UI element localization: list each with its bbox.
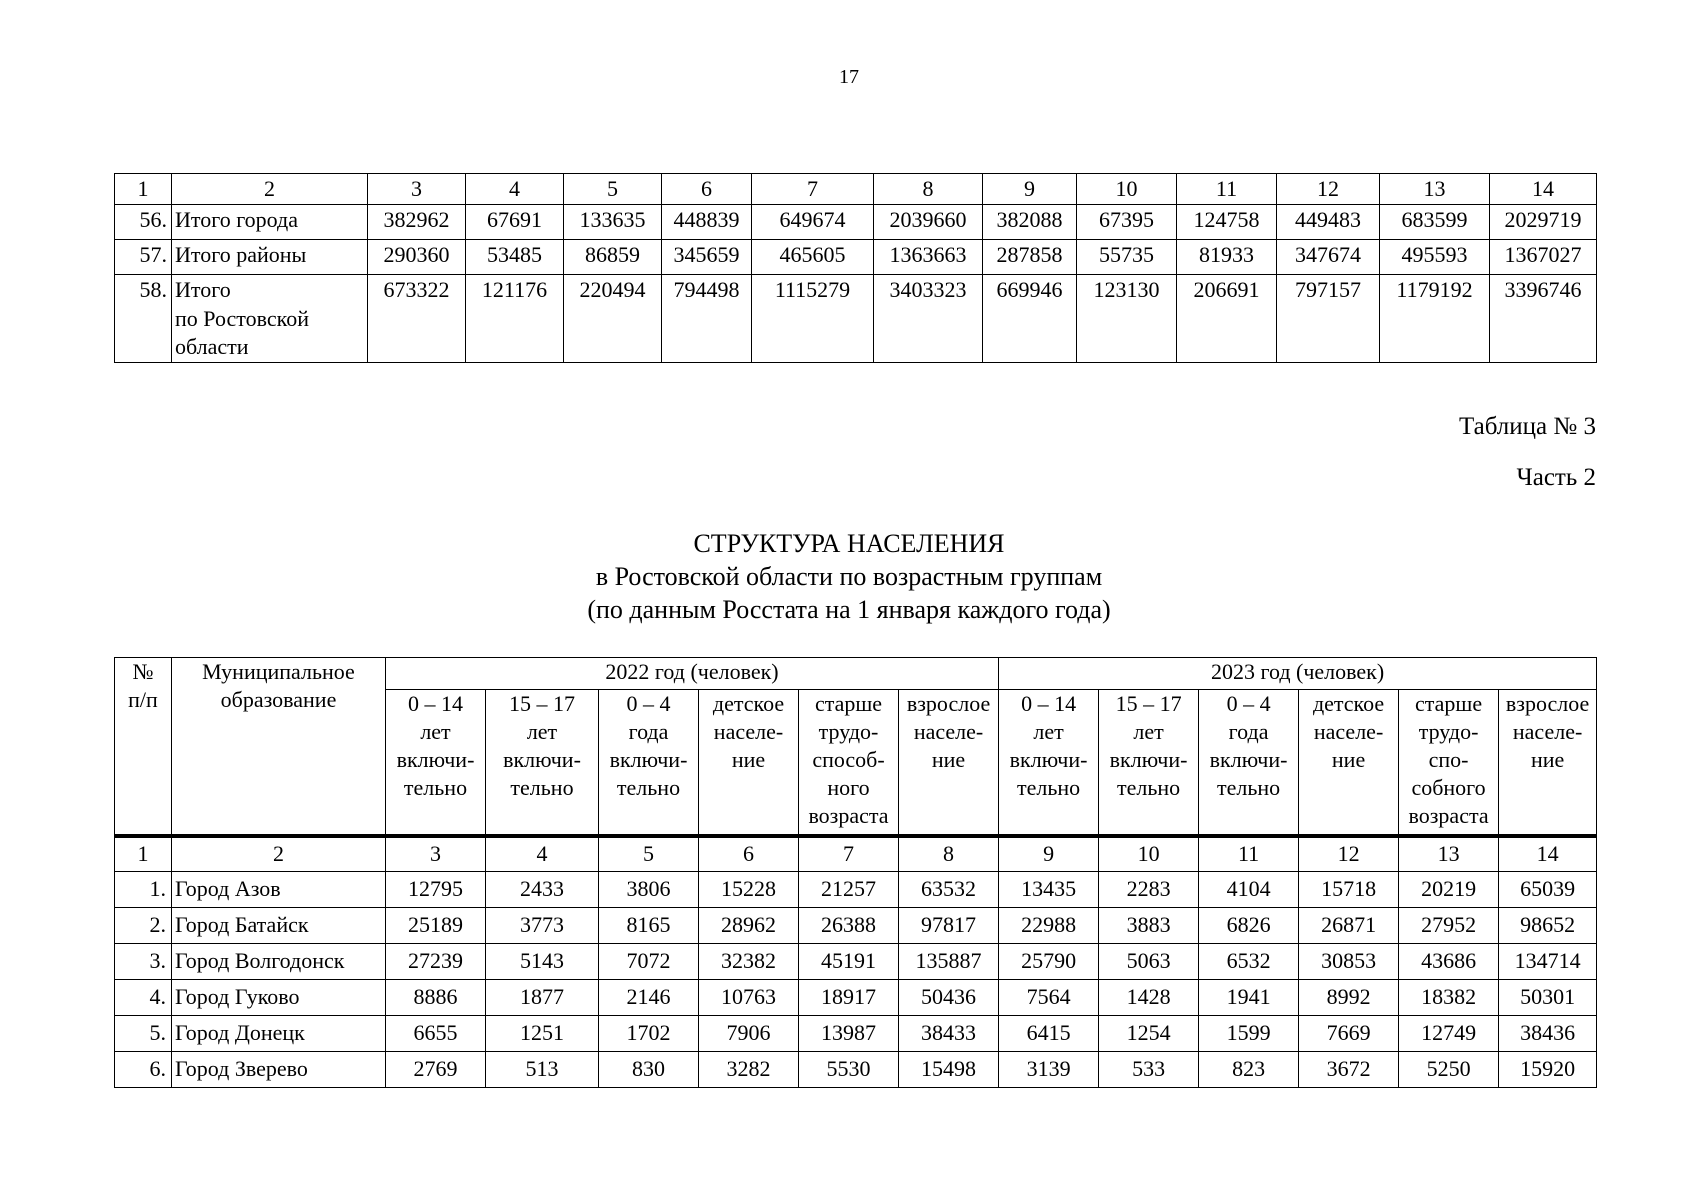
value-cell: 13435 — [999, 872, 1099, 908]
table-row — [115, 205, 1597, 240]
value-cell: 86859 — [564, 240, 662, 275]
row-name-cell — [172, 205, 368, 240]
value-cell: 5530 — [799, 1052, 899, 1088]
value-cell: 12749 — [1399, 1016, 1499, 1052]
table-row — [115, 908, 1597, 944]
value-cell: 15228 — [699, 872, 799, 908]
table-row — [115, 1016, 1597, 1052]
age-group-header — [999, 690, 1099, 837]
column-index-cell: 12 — [1277, 174, 1380, 205]
age-group-header-line: населе- — [1512, 719, 1583, 744]
value-cell: 448839 — [662, 205, 752, 240]
column-index-cell: 4 — [466, 174, 564, 205]
value-cell: 15718 — [1299, 872, 1399, 908]
value-cell: 8992 — [1299, 980, 1399, 1016]
age-group-header-line: включи- — [1209, 747, 1288, 772]
value-cell: 3773 — [486, 908, 599, 944]
column-index-row — [115, 836, 1597, 872]
value-cell: 7072 — [599, 944, 699, 980]
row-number-cell: 4. — [115, 980, 172, 1016]
column-header-name-line: образование — [220, 687, 337, 712]
row-name-cell-line: Итого города — [175, 207, 298, 232]
value-cell: 1367027 — [1490, 240, 1597, 275]
value-cell: 3672 — [1299, 1052, 1399, 1088]
value-cell: 3806 — [599, 872, 699, 908]
age-group-header-line: старше — [814, 691, 883, 716]
value-cell: 1428 — [1099, 980, 1199, 1016]
row-number-cell: 5. — [115, 1016, 172, 1052]
title-line-2: в Ростовской области по возрастным группам — [595, 562, 1103, 591]
column-index-cell: 1 — [115, 836, 172, 872]
value-cell: 513 — [486, 1052, 599, 1088]
value-cell: 5063 — [1099, 944, 1199, 980]
value-cell: 124758 — [1177, 205, 1277, 240]
age-group-header — [486, 690, 599, 837]
age-group-header-line: ние — [1331, 747, 1366, 772]
value-cell: 3403323 — [874, 275, 983, 363]
value-cell: 673322 — [368, 275, 466, 363]
age-group-header-line: населе- — [913, 719, 984, 744]
value-cell: 50301 — [1499, 980, 1597, 1016]
value-cell: 7564 — [999, 980, 1099, 1016]
age-group-header-line: ние — [1530, 747, 1565, 772]
value-cell: 21257 — [799, 872, 899, 908]
header-row-years — [115, 658, 1597, 690]
value-cell: 449483 — [1277, 205, 1380, 240]
age-group-header-line: 0 – 4 — [626, 691, 671, 716]
value-cell: 133635 — [564, 205, 662, 240]
row-number-cell: 57. — [115, 240, 172, 275]
value-cell: 6415 — [999, 1016, 1099, 1052]
value-cell: 55735 — [1077, 240, 1177, 275]
header-index-row — [115, 174, 1597, 205]
row-name-cell — [172, 275, 368, 363]
value-cell: 26871 — [1299, 908, 1399, 944]
value-cell: 3883 — [1099, 908, 1199, 944]
value-cell: 26388 — [799, 908, 899, 944]
age-group-header-line: ние — [931, 747, 966, 772]
value-cell: 8886 — [386, 980, 486, 1016]
row-number-cell: 1. — [115, 872, 172, 908]
age-group-header-line: 0 – 4 — [1226, 691, 1271, 716]
column-index-cell: 7 — [799, 836, 899, 872]
value-cell: 3396746 — [1490, 275, 1597, 363]
value-cell: 7906 — [699, 1016, 799, 1052]
age-group-header-line: спо- — [1428, 747, 1469, 772]
age-group-header-line: тельно — [510, 775, 574, 800]
table-title — [0, 527, 1698, 626]
age-group-header-line: ние — [731, 747, 766, 772]
value-cell: 1877 — [486, 980, 599, 1016]
row-name-cell-line: по Ростовской — [175, 305, 309, 331]
value-cell: 43686 — [1399, 944, 1499, 980]
age-group-header — [699, 690, 799, 837]
value-cell: 2769 — [386, 1052, 486, 1088]
column-index-cell: 9 — [983, 174, 1077, 205]
age-group-header-line: включи- — [1009, 747, 1088, 772]
age-group-header — [1199, 690, 1299, 837]
page-number: 17 — [839, 66, 859, 88]
value-cell: 1115279 — [752, 275, 874, 363]
age-group-header-line: тельно — [403, 775, 468, 800]
age-group-header-line: ного — [827, 775, 870, 800]
age-group-header-line: возраста — [808, 803, 889, 828]
value-cell: 382088 — [983, 205, 1077, 240]
column-index-cell: 4 — [486, 836, 599, 872]
value-cell: 1599 — [1199, 1016, 1299, 1052]
column-index-cell: 3 — [368, 174, 466, 205]
table-row — [115, 240, 1597, 275]
value-cell: 5250 — [1399, 1052, 1499, 1088]
value-cell: 5143 — [486, 944, 599, 980]
table-row — [115, 275, 1597, 363]
age-group-header-line: детское — [712, 691, 785, 716]
value-cell: 97817 — [899, 908, 999, 944]
age-group-header — [1399, 690, 1499, 837]
value-cell: 347674 — [1277, 240, 1380, 275]
column-index-cell: 10 — [1077, 174, 1177, 205]
value-cell: 18382 — [1399, 980, 1499, 1016]
age-group-header-line: тельно — [1016, 775, 1081, 800]
value-cell: 10763 — [699, 980, 799, 1016]
title-line-1: СТРУКТУРА НАСЕЛЕНИЯ — [693, 529, 1005, 558]
value-cell: 8165 — [599, 908, 699, 944]
age-group-header-line: трудо- — [1418, 719, 1479, 744]
table-part-label: Часть 2 — [1516, 464, 1596, 491]
age-group-header-line: способ- — [812, 747, 885, 772]
age-group-header-line: года — [1228, 719, 1269, 744]
value-cell: 7669 — [1299, 1016, 1399, 1052]
age-group-header-line: включи- — [609, 747, 688, 772]
table-row — [115, 1052, 1597, 1088]
value-cell: 669946 — [983, 275, 1077, 363]
column-index-cell: 8 — [899, 836, 999, 872]
value-cell: 20219 — [1399, 872, 1499, 908]
value-cell: 1179192 — [1380, 275, 1490, 363]
row-name-cell-line: области — [175, 334, 249, 360]
year-group-header: 2023 год (человек) — [999, 658, 1597, 690]
age-group-header — [599, 690, 699, 837]
column-index-cell: 2 — [172, 174, 368, 205]
age-group-header-line: трудо- — [818, 719, 879, 744]
row-name-cell — [172, 240, 368, 275]
value-cell: 206691 — [1177, 275, 1277, 363]
value-cell: 3282 — [699, 1052, 799, 1088]
age-group-header-line: взрослое — [906, 691, 991, 716]
municipality-name-cell: Город Азов — [172, 872, 386, 908]
value-cell: 25189 — [386, 908, 486, 944]
age-group-header-line: населе- — [1313, 719, 1384, 744]
row-number-cell: 2. — [115, 908, 172, 944]
value-cell: 2029719 — [1490, 205, 1597, 240]
column-index-cell: 13 — [1380, 174, 1490, 205]
value-cell: 65039 — [1499, 872, 1597, 908]
age-group-header-line: старше — [1415, 691, 1483, 716]
value-cell: 1254 — [1099, 1016, 1199, 1052]
row-name-cell-line: Итого районы — [175, 242, 307, 267]
value-cell: 287858 — [983, 240, 1077, 275]
age-group-header-line: населе- — [713, 719, 784, 744]
table-row — [115, 980, 1597, 1016]
column-index-cell: 11 — [1177, 174, 1277, 205]
row-number-cell: 6. — [115, 1052, 172, 1088]
value-cell: 135887 — [899, 944, 999, 980]
value-cell: 123130 — [1077, 275, 1177, 363]
column-index-cell: 2 — [172, 836, 386, 872]
age-group-header-line: 0 – 14 — [1021, 691, 1077, 716]
value-cell: 134714 — [1499, 944, 1597, 980]
age-group-header — [1099, 690, 1199, 837]
value-cell: 3139 — [999, 1052, 1099, 1088]
column-index-cell: 14 — [1499, 836, 1597, 872]
value-cell: 797157 — [1277, 275, 1380, 363]
value-cell: 290360 — [368, 240, 466, 275]
value-cell: 2146 — [599, 980, 699, 1016]
column-index-cell: 1 — [115, 174, 172, 205]
age-group-header — [386, 690, 486, 837]
column-header-number-line: п/п — [128, 687, 158, 712]
row-name-cell-line: Итого — [175, 277, 231, 302]
age-group-header-line: 15 – 17 — [509, 691, 575, 716]
column-index-cell: 5 — [599, 836, 699, 872]
municipality-name-cell: Город Гуково — [172, 980, 386, 1016]
column-index-cell: 6 — [662, 174, 752, 205]
value-cell: 6826 — [1199, 908, 1299, 944]
value-cell: 28962 — [699, 908, 799, 944]
age-group-header-line: тельно — [1216, 775, 1281, 800]
value-cell: 220494 — [564, 275, 662, 363]
column-index-cell: 12 — [1299, 836, 1399, 872]
value-cell: 121176 — [466, 275, 564, 363]
value-cell: 98652 — [1499, 908, 1597, 944]
value-cell: 6655 — [386, 1016, 486, 1052]
title-line-3: (по данным Росстата на 1 января каждого года) — [587, 595, 1111, 624]
column-index-cell: 3 — [386, 836, 486, 872]
value-cell: 683599 — [1380, 205, 1490, 240]
value-cell: 27239 — [386, 944, 486, 980]
age-group-header-line: включи- — [503, 747, 581, 772]
value-cell: 63532 — [899, 872, 999, 908]
value-cell: 53485 — [466, 240, 564, 275]
row-number-cell: 3. — [115, 944, 172, 980]
value-cell: 382962 — [368, 205, 466, 240]
value-cell: 30853 — [1299, 944, 1399, 980]
column-index-cell: 13 — [1399, 836, 1499, 872]
value-cell: 67395 — [1077, 205, 1177, 240]
value-cell: 2039660 — [874, 205, 983, 240]
age-group-header-line: собного — [1411, 775, 1486, 800]
value-cell: 345659 — [662, 240, 752, 275]
age-group-header-line: детское — [1312, 691, 1385, 716]
value-cell: 13987 — [799, 1016, 899, 1052]
value-cell: 2283 — [1099, 872, 1199, 908]
age-group-header-line: года — [628, 719, 669, 744]
municipality-name-cell: Город Батайск — [172, 908, 386, 944]
age-group-header-line: 15 – 17 — [1115, 691, 1182, 716]
column-index-cell: 5 — [564, 174, 662, 205]
column-index-cell: 11 — [1199, 836, 1299, 872]
table-row — [115, 944, 1597, 980]
value-cell: 38433 — [899, 1016, 999, 1052]
age-group-header — [899, 690, 999, 837]
continuation-table — [114, 173, 1597, 363]
column-header-number-line: № — [132, 659, 154, 684]
value-cell: 495593 — [1380, 240, 1490, 275]
column-header-name-line: Муниципальное — [202, 659, 355, 684]
column-index-cell: 7 — [752, 174, 874, 205]
value-cell: 794498 — [662, 275, 752, 363]
year-group-header: 2022 год (человек) — [386, 658, 999, 690]
value-cell: 15498 — [899, 1052, 999, 1088]
value-cell: 2433 — [486, 872, 599, 908]
value-cell: 38436 — [1499, 1016, 1597, 1052]
age-group-header-line: взрослое — [1505, 691, 1590, 716]
age-group-header-line: тельно — [616, 775, 681, 800]
column-header-number — [115, 658, 172, 837]
value-cell: 823 — [1199, 1052, 1299, 1088]
column-index-cell: 6 — [699, 836, 799, 872]
value-cell: 15920 — [1499, 1052, 1597, 1088]
value-cell: 465605 — [752, 240, 874, 275]
age-group-header — [1299, 690, 1399, 837]
age-group-header-line: лет — [420, 719, 451, 744]
column-index-cell: 14 — [1490, 174, 1597, 205]
value-cell: 1941 — [1199, 980, 1299, 1016]
age-group-header — [799, 690, 899, 837]
value-cell: 1702 — [599, 1016, 699, 1052]
age-group-header-line: лет — [526, 719, 558, 744]
municipality-name-cell: Город Донецк — [172, 1016, 386, 1052]
value-cell: 4104 — [1199, 872, 1299, 908]
value-cell: 1363663 — [874, 240, 983, 275]
value-cell: 6532 — [1199, 944, 1299, 980]
table-row — [115, 872, 1597, 908]
value-cell: 649674 — [752, 205, 874, 240]
age-group-header-line: лет — [1033, 719, 1064, 744]
value-cell: 830 — [599, 1052, 699, 1088]
value-cell: 18917 — [799, 980, 899, 1016]
column-index-cell: 10 — [1099, 836, 1199, 872]
population-structure-table — [114, 657, 1597, 1088]
value-cell: 50436 — [899, 980, 999, 1016]
row-number-cell: 58. — [115, 275, 172, 363]
age-group-header-line: тельно — [1116, 775, 1181, 800]
value-cell: 25790 — [999, 944, 1099, 980]
table-number-label: Таблица № 3 — [1458, 413, 1596, 440]
municipality-name-cell: Город Зверево — [172, 1052, 386, 1088]
age-group-header-line: возраста — [1408, 803, 1489, 828]
value-cell: 533 — [1099, 1052, 1199, 1088]
age-group-header — [1499, 690, 1597, 837]
municipality-name-cell: Город Волгодонск — [172, 944, 386, 980]
age-group-header-line: включи- — [396, 747, 475, 772]
column-index-cell: 9 — [999, 836, 1099, 872]
value-cell: 81933 — [1177, 240, 1277, 275]
value-cell: 27952 — [1399, 908, 1499, 944]
column-header-name — [172, 658, 386, 837]
value-cell: 32382 — [699, 944, 799, 980]
age-group-header-line: 0 – 14 — [408, 691, 463, 716]
value-cell: 12795 — [386, 872, 486, 908]
age-group-header-line: включи- — [1109, 747, 1188, 772]
age-group-header-line: лет — [1133, 719, 1164, 744]
row-number-cell: 56. — [115, 205, 172, 240]
column-index-cell: 8 — [874, 174, 983, 205]
value-cell: 45191 — [799, 944, 899, 980]
value-cell: 67691 — [466, 205, 564, 240]
value-cell: 22988 — [999, 908, 1099, 944]
value-cell: 1251 — [486, 1016, 599, 1052]
